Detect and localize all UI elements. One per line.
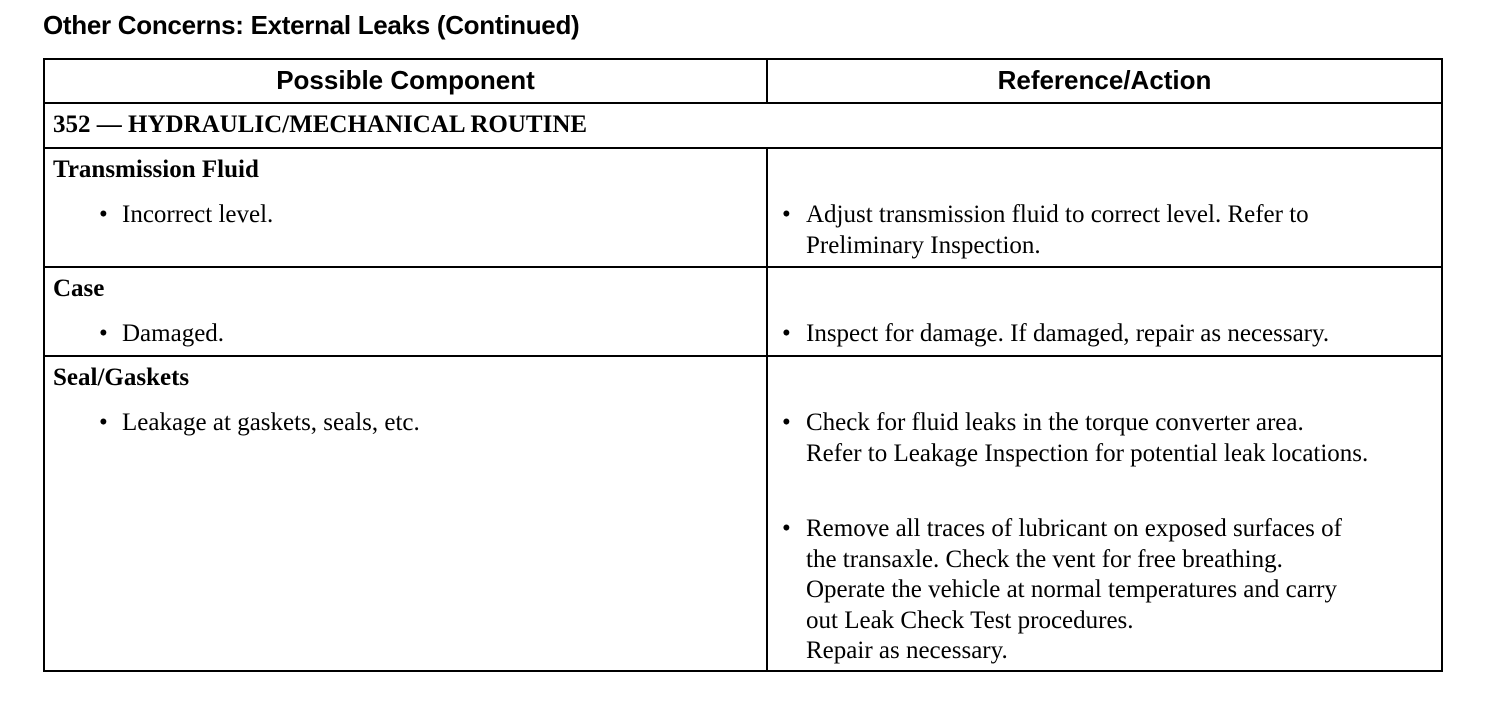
component-bullet-text: Leakage at gaskets, seals, etc.	[122, 409, 420, 436]
bullet-icon: •	[99, 201, 108, 228]
diagnostic-table	[43, 58, 1443, 672]
bullet-icon: •	[782, 409, 791, 436]
action-text: Adjust transmission fluid to correct level. Refer to Preliminary Inspection.	[806, 201, 1309, 259]
header-divider	[45, 102, 1441, 104]
component-bullet-text: Incorrect level.	[122, 201, 274, 228]
action-text: Remove all traces of lubricant on exposed surfaces of the transaxle. Check the vent for free breathing. Operate the vehicle at normal temperatures and carry out Leak Check Test procedures. Repair as necessary.	[806, 515, 1342, 664]
bullet-icon: •	[782, 201, 791, 228]
header-possible-component: Possible Component	[276, 65, 535, 95]
row-divider	[45, 266, 1441, 268]
component-heading: Transmission Fluid	[53, 156, 259, 183]
page-title: Other Concerns: External Leaks (Continued)	[43, 10, 580, 40]
component-bullet-text: Damaged.	[122, 320, 225, 347]
bullet-icon: •	[99, 320, 108, 347]
action-text: Check for fluid leaks in the torque converter area. Refer to Leakage Inspection for potential leak locations.	[806, 409, 1369, 467]
component-heading: Case	[53, 275, 105, 302]
bullet-icon: •	[99, 409, 108, 436]
header-reference-action: Reference/Action	[997, 65, 1212, 95]
section-title: 352 — HYDRAULIC/MECHANICAL ROUTINE	[53, 111, 588, 138]
column-divider	[766, 147, 768, 670]
bullet-icon: •	[782, 515, 791, 542]
component-heading: Seal/Gaskets	[53, 364, 190, 391]
bullet-icon: •	[782, 320, 791, 347]
action-text: Inspect for damage. If damaged, repair as necessary.	[806, 320, 1330, 347]
section-divider	[45, 147, 1441, 149]
row-divider	[45, 355, 1441, 357]
